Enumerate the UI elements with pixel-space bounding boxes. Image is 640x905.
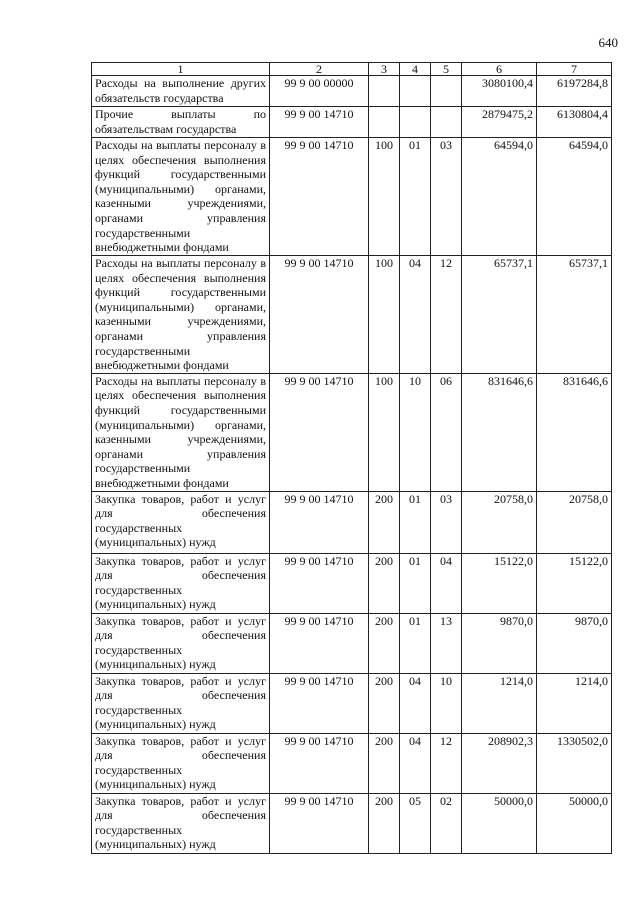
section-code: 01 (400, 491, 431, 553)
expense-name: Закупка товаров, работ и услуг для обеспечения государственных (муниципальных) нужд (92, 553, 270, 613)
subsection-code: 04 (431, 553, 462, 613)
amount-col7: 1330502,0 (537, 733, 612, 793)
subsection-code: 03 (431, 491, 462, 553)
table-row (92, 733, 612, 793)
amount-col7: 6130804,4 (537, 107, 612, 138)
subsection-code: 13 (431, 613, 462, 673)
amount-col7: 1214,0 (537, 673, 612, 733)
section-code: 04 (400, 733, 431, 793)
expense-type-code: 100 (369, 138, 400, 256)
expense-type-code (369, 107, 400, 138)
expense-name: Закупка товаров, работ и услуг для обеспечения государственных (муниципальных) нужд (92, 733, 270, 793)
amount-col7: 64594,0 (537, 138, 612, 256)
section-code (400, 76, 431, 107)
table-row (92, 76, 612, 107)
table-row (92, 256, 612, 374)
table-row (92, 373, 612, 491)
amount-col7: 65737,1 (537, 256, 612, 374)
subsection-code (431, 107, 462, 138)
column-header: 5 (431, 63, 462, 76)
expense-name: Прочие выплаты по обязательствам государства (92, 107, 270, 138)
subsection-code: 10 (431, 673, 462, 733)
table-row (92, 613, 612, 673)
table-header-row (92, 63, 612, 76)
amount-col6: 65737,1 (462, 256, 537, 374)
section-code: 05 (400, 793, 431, 853)
subsection-code: 12 (431, 733, 462, 793)
section-code: 01 (400, 138, 431, 256)
expense-type-code: 200 (369, 733, 400, 793)
amount-col6: 831646,6 (462, 373, 537, 491)
expense-name: Закупка товаров, работ и услуг для обеспечения государственных (муниципальных) нужд (92, 613, 270, 673)
section-code (400, 107, 431, 138)
target-code: 99 9 00 14710 (270, 673, 369, 733)
target-code: 99 9 00 14710 (270, 373, 369, 491)
target-code: 99 9 00 14710 (270, 256, 369, 374)
table-row (92, 491, 612, 553)
expense-name: Закупка товаров, работ и услуг для обеспечения государственных (муниципальных) нужд (92, 491, 270, 553)
table-row (92, 107, 612, 138)
subsection-code (431, 76, 462, 107)
column-header: 7 (537, 63, 612, 76)
column-header: 6 (462, 63, 537, 76)
table-row (92, 553, 612, 613)
section-code: 01 (400, 553, 431, 613)
expense-name: Расходы на выплаты персоналу в целях обеспечения выполнения функций государственными (муниципальными) органами, казенными учреждениями, органами управления государственными внебюджетными фондами (92, 256, 270, 374)
section-code: 10 (400, 373, 431, 491)
amount-col6: 15122,0 (462, 553, 537, 613)
subsection-code: 06 (431, 373, 462, 491)
table-row (92, 138, 612, 256)
table-row (92, 673, 612, 733)
target-code: 99 9 00 14710 (270, 613, 369, 673)
column-header: 4 (400, 63, 431, 76)
amount-col6: 9870,0 (462, 613, 537, 673)
expense-type-code: 200 (369, 491, 400, 553)
target-code: 99 9 00 14710 (270, 793, 369, 853)
amount-col7: 831646,6 (537, 373, 612, 491)
page-number: 640 (598, 35, 618, 50)
amount-col6: 64594,0 (462, 138, 537, 256)
amount-col7: 15122,0 (537, 553, 612, 613)
target-code: 99 9 00 14710 (270, 138, 369, 256)
expense-type-code: 200 (369, 793, 400, 853)
expense-name: Расходы на выплаты персоналу в целях обеспечения выполнения функций государственными (муниципальными) органами, казенными учреждениями, органами управления государственными внебюджетными фондами (92, 373, 270, 491)
subsection-code: 03 (431, 138, 462, 256)
expense-type-code (369, 76, 400, 107)
budget-table (91, 62, 612, 854)
amount-col7: 6197284,8 (537, 76, 612, 107)
subsection-code: 12 (431, 256, 462, 374)
target-code: 99 9 00 14710 (270, 553, 369, 613)
expense-type-code: 200 (369, 673, 400, 733)
target-code: 99 9 00 14710 (270, 733, 369, 793)
subsection-code: 02 (431, 793, 462, 853)
expense-name: Расходы на выплаты персоналу в целях обеспечения выполнения функций государственными (муниципальными) органами, казенными учреждениями, органами управления государственными внебюджетными фондами (92, 138, 270, 256)
section-code: 01 (400, 613, 431, 673)
amount-col7: 50000,0 (537, 793, 612, 853)
expense-type-code: 200 (369, 553, 400, 613)
amount-col6: 208902,3 (462, 733, 537, 793)
table-row (92, 793, 612, 853)
amount-col7: 9870,0 (537, 613, 612, 673)
column-header: 2 (270, 63, 369, 76)
amount-col7: 20758,0 (537, 491, 612, 553)
target-code: 99 9 00 00000 (270, 76, 369, 107)
amount-col6: 1214,0 (462, 673, 537, 733)
expense-name: Закупка товаров, работ и услуг для обеспечения государственных (муниципальных) нужд (92, 793, 270, 853)
amount-col6: 20758,0 (462, 491, 537, 553)
target-code: 99 9 00 14710 (270, 491, 369, 553)
expense-name: Закупка товаров, работ и услуг для обеспечения государственных (муниципальных) нужд (92, 673, 270, 733)
section-code: 04 (400, 673, 431, 733)
section-code: 04 (400, 256, 431, 374)
amount-col6: 50000,0 (462, 793, 537, 853)
expense-type-code: 100 (369, 256, 400, 374)
expense-name: Расходы на выполнение других обязательств государства (92, 76, 270, 107)
expense-type-code: 100 (369, 373, 400, 491)
column-header: 1 (92, 63, 270, 76)
amount-col6: 2879475,2 (462, 107, 537, 138)
amount-col6: 3080100,4 (462, 76, 537, 107)
target-code: 99 9 00 14710 (270, 107, 369, 138)
expense-type-code: 200 (369, 613, 400, 673)
column-header: 3 (369, 63, 400, 76)
